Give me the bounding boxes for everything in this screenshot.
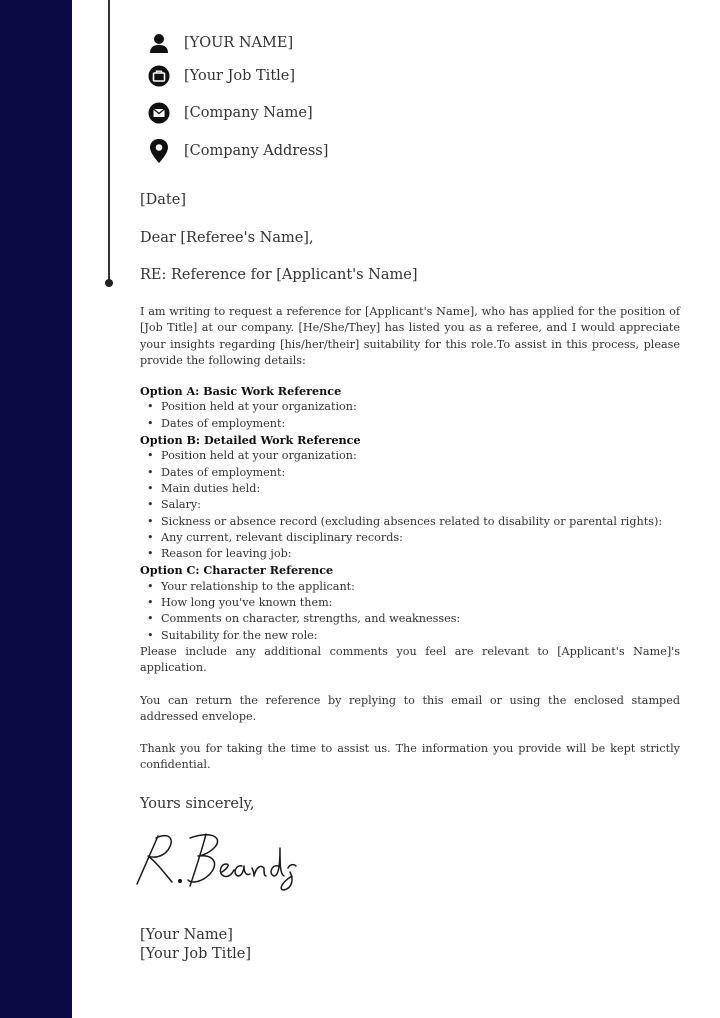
list-item: • Reason for leaving job: — [140, 546, 680, 562]
option-b-list — [140, 448, 680, 562]
contact-name-row — [148, 32, 293, 54]
intro-paragraph: I am writing to request a reference for [Applicant's Name], who has applied for the position of [Job Title] at our company. [He/She/They] has listed you as a referee, and I would appreciate your insights regarding [his/her/their] suitability for this role.To assist in this process, please provide the following details: — [140, 305, 680, 367]
sidebar-band — [0, 0, 72, 1018]
sign-name: [Your Name] — [140, 927, 233, 943]
subject-line: RE: Reference for [Applicant's Name] — [140, 267, 418, 283]
list-item: • Suitability for the new role: — [140, 628, 680, 644]
thanks-paragraph: Thank you for taking the time to assist us. The information you provide will be kept strictly confidential. — [140, 742, 680, 772]
list-item: • Salary: — [140, 497, 680, 513]
additional-paragraph: Please include any additional comments you feel are relevant to [Applicant's Name]'s application. — [140, 644, 680, 675]
list-item: • Your relationship to the applicant: — [140, 579, 680, 595]
option-c-heading: Option C: Character Reference — [140, 563, 334, 578]
list-item: • Dates of employment: — [140, 416, 680, 432]
closing: Yours sincerely, — [140, 796, 255, 812]
contact-company-row — [148, 102, 313, 124]
option-a-heading: Option A: Basic Work Reference — [140, 384, 342, 399]
letter-body — [140, 304, 680, 774]
list-item: • Position held at your organization: — [140, 448, 680, 464]
option-c-list — [140, 579, 680, 644]
briefcase-icon — [148, 65, 170, 87]
salutation: Dear [Referee's Name], — [140, 230, 314, 246]
list-item: • Main duties held: — [140, 481, 680, 497]
contact-address: [Company Address] — [184, 143, 329, 159]
contact-address-row — [148, 140, 328, 162]
list-item: • Any current, relevant disciplinary records: — [140, 530, 680, 546]
option-b-heading: Option B: Detailed Work Reference — [140, 433, 361, 448]
letter-date: [Date] — [140, 192, 186, 208]
list-item: • Comments on character, strengths, and weaknesses: — [140, 611, 680, 627]
option-a-list — [140, 399, 680, 432]
contact-company: [Company Name] — [184, 105, 313, 121]
envelope-icon — [148, 102, 170, 124]
contact-name: [YOUR NAME] — [184, 35, 294, 51]
timeline-dot — [105, 279, 113, 287]
location-pin-icon — [148, 140, 170, 162]
contact-job-title: [Your Job Title] — [184, 68, 296, 84]
timeline-line — [108, 0, 110, 282]
return-paragraph: You can return the reference by replying to this email or using the enclosed stamped addressed envelope. — [140, 693, 680, 723]
list-item: • Position held at your organization: — [140, 399, 680, 415]
person-icon — [148, 32, 170, 54]
list-item: • How long you've known them: — [140, 595, 680, 611]
signature — [132, 828, 302, 896]
list-item: • Dates of employment: — [140, 465, 680, 481]
contact-job-row — [148, 65, 295, 87]
list-item: • Sickness or absence record (excluding absences related to disability or parental rights): — [140, 514, 680, 530]
sign-title: [Your Job Title] — [140, 946, 252, 962]
